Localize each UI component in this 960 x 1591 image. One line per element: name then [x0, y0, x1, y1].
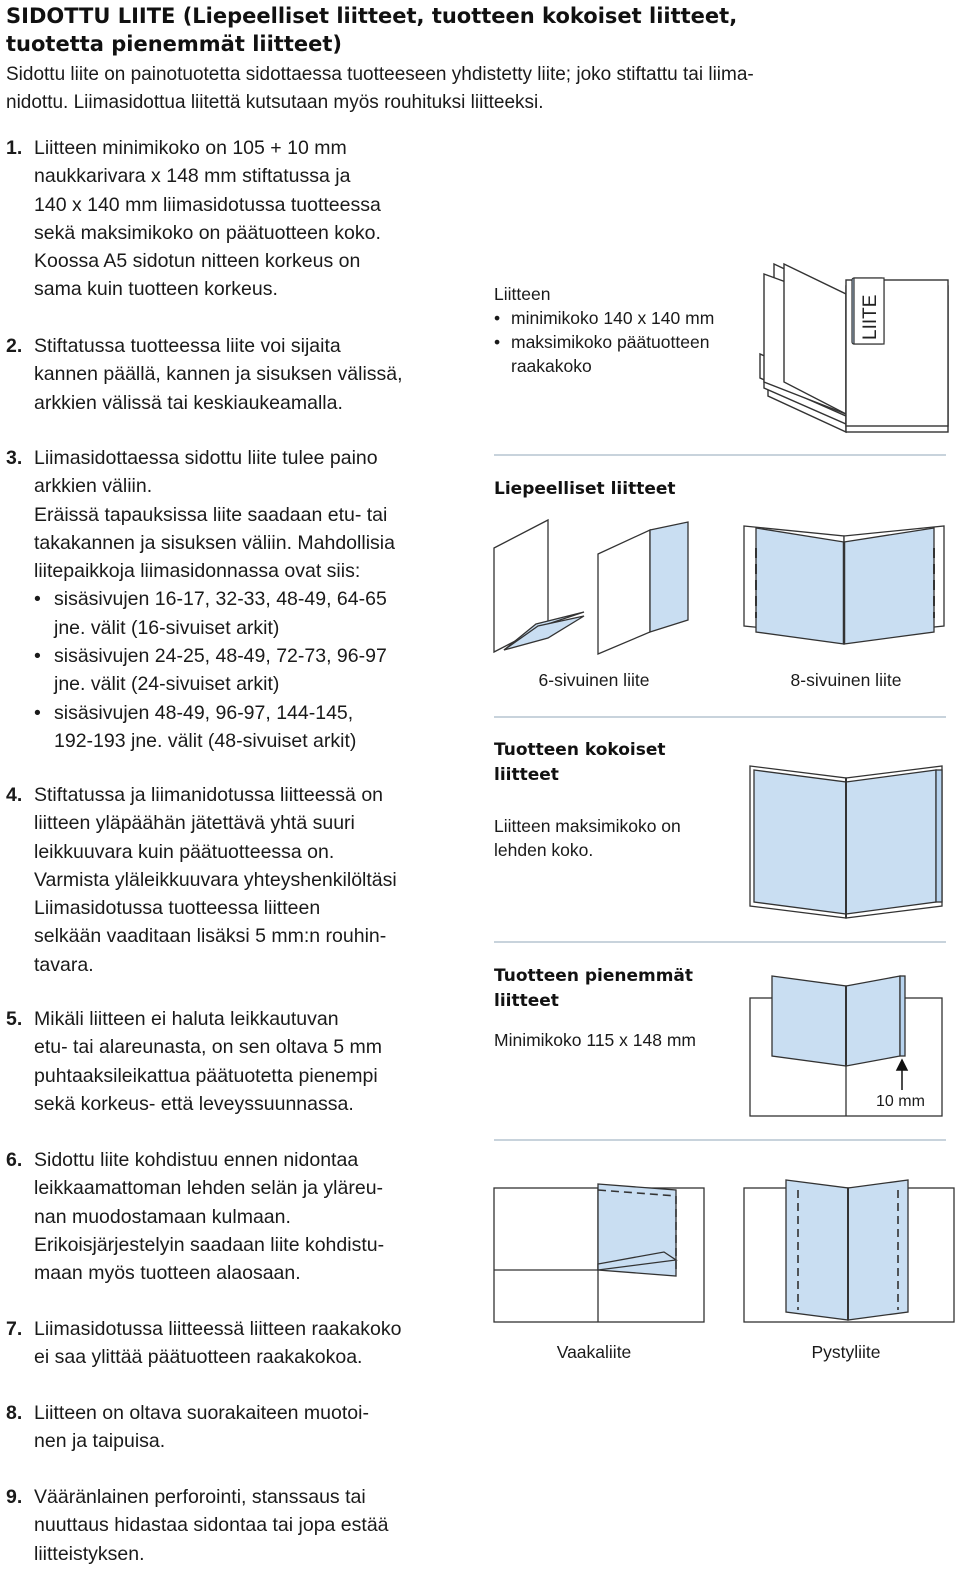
- item-line: sekä korkeus- että leveyssuunnassa.: [34, 1092, 354, 1115]
- item-line: Mikäli liitteen ei haluta leikkautuvan: [34, 1008, 339, 1030]
- book-insert-label: LIITE: [860, 294, 881, 340]
- item-line: Varmista yläleikkuuvara yhteyshenkilöltäsi: [34, 868, 397, 891]
- item-line: Liimasidotussa liitteessä liitteen raakakoko: [34, 1318, 402, 1340]
- item-line: Sidottu liite kohdistuu ennen nidontaa: [34, 1149, 359, 1171]
- item-line: liitteistyksen.: [34, 1542, 145, 1565]
- item-line: liitteen yläpäähän jätettävä yhtä suuri: [34, 812, 355, 835]
- heading-line: liitteet: [494, 991, 559, 1011]
- bullet-dot: •: [494, 308, 501, 328]
- caption-pystyliite: Pystyliite: [811, 1342, 881, 1362]
- item-line: maan myös tuotteen alaosaan.: [34, 1262, 301, 1285]
- item-line: arkkien välissä tai keskiaukeamalla.: [34, 391, 343, 414]
- list-item-6: [6, 1146, 466, 1287]
- item-line: sekä maksimikoko on päätuotteen koko.: [34, 221, 381, 244]
- item-number: 1.: [6, 137, 23, 159]
- description-line: lehden koko.: [494, 840, 594, 860]
- bullet-line: jne. välit (16-sivuiset arkit): [54, 616, 280, 639]
- section-heading-kokoiset: [494, 738, 666, 788]
- bullet-dot: •: [34, 701, 41, 724]
- item-number: 3.: [6, 447, 23, 469]
- full-size-insert-illustration: [750, 762, 950, 922]
- item-number: 5.: [6, 1008, 23, 1030]
- heading-line: Tuotteen kokoiset: [494, 740, 666, 760]
- caption-6-sivuinen: 6-sivuinen liite: [538, 670, 650, 690]
- section-divider: [494, 454, 946, 456]
- section-heading-liepeelliset: Liepeelliset liitteet: [494, 479, 676, 499]
- list-item-2: [6, 332, 466, 417]
- heading-line: Tuotteen pienemmät: [494, 966, 694, 986]
- section-divider: [494, 1139, 946, 1141]
- bullet-line: 192-193 jne. välit (48-sivuiset arkit): [54, 729, 357, 752]
- caption-8-sivuinen: 8-sivuinen liite: [790, 670, 902, 690]
- bullet-line: maksimikoko päätuotteen: [511, 332, 710, 352]
- bullet-line: sisäsivujen 24-25, 48-49, 72-73, 96-97: [54, 645, 387, 668]
- description-line: Liitteen maksimikoko on: [494, 816, 681, 836]
- list-item-9: [6, 1483, 466, 1568]
- item-number: 8.: [6, 1402, 23, 1424]
- item-line: Liimasidotussa tuotteessa liitteen: [34, 897, 321, 920]
- item-line: Liimasidottaessa sidottu liite tulee paino: [34, 447, 378, 469]
- list-item-8: [6, 1399, 466, 1456]
- section-divider: [494, 941, 946, 943]
- item-line: naukkarivara x 148 mm stiftatussa ja: [34, 165, 351, 188]
- item-line: leikkuuvara kuin päätuotteessa on.: [34, 840, 335, 863]
- item-line: nan muodostamaan kulmaan.: [34, 1205, 291, 1228]
- kokoiset-description: [494, 814, 681, 862]
- liite-size-info: [494, 282, 774, 378]
- list-item-1: [6, 134, 466, 304]
- caption-vaakaliite: Vaakaliite: [556, 1342, 632, 1362]
- bullet-item: [6, 699, 466, 756]
- flap-inserts-illustration: [494, 520, 954, 660]
- book-with-insert-illustration: [760, 264, 955, 434]
- bullet-line: minimikoko 140 x 140 mm: [511, 308, 715, 328]
- list-item-7: [6, 1315, 466, 1372]
- bullet-item: [494, 330, 774, 354]
- intro-paragraph: [6, 61, 951, 117]
- item-number: 9.: [6, 1486, 23, 1508]
- item-line: liitepaikkoja liimasidonnassa ovat siis:: [34, 560, 361, 583]
- item-line: Stiftatussa tuotteessa liite voi sijaita: [34, 335, 341, 357]
- measure-label: 10 mm: [876, 1093, 925, 1110]
- bullet-line: sisäsivujen 48-49, 96-97, 144-145,: [54, 701, 354, 724]
- title-line: tuotetta pienemmät liitteet): [6, 32, 342, 56]
- bullet-item: [6, 585, 466, 642]
- item-line: etu- tai alareunasta, on sen oltava 5 mm: [34, 1036, 382, 1059]
- item-number: 2.: [6, 335, 23, 357]
- list-item-3: [6, 444, 466, 755]
- item-line: sama kuin tuotteen korkeus.: [34, 278, 278, 301]
- liite-size-heading: Liitteen: [494, 284, 551, 304]
- item-line: arkkien väliin.: [34, 475, 153, 498]
- bullet-line: raakakoko: [511, 356, 592, 376]
- item-line: tavara.: [34, 953, 94, 976]
- bullet-dot: •: [34, 645, 41, 668]
- intro-line: nidottu. Liimasidottua liitettä kutsutaan myös rouhituksi liitteeksi.: [6, 92, 544, 113]
- item-line: selkään vaaditaan lisäksi 5 mm:n rouhin-: [34, 925, 387, 948]
- title-line: SIDOTTU LIITE (Liepeelliset liitteet, tuotteen kokoiset liitteet,: [6, 4, 738, 28]
- bullet-line: jne. välit (24-sivuiset arkit): [54, 673, 280, 696]
- item-number: 7.: [6, 1318, 23, 1340]
- item-line: nuuttaus hidastaa sidontaa tai jopa estää: [34, 1514, 389, 1537]
- item-line: Koossa A5 sidotun nitteen korkeus on: [34, 250, 361, 273]
- list-item-4: [6, 781, 466, 979]
- bullet-dot: •: [34, 588, 41, 611]
- item-line: leikkaamattoman lehden selän ja yläreu-: [34, 1177, 384, 1200]
- item-line: puhtaaksileikattua päätuotetta pienempi: [34, 1064, 378, 1087]
- item-line: Liitteen minimikoko on 105 + 10 mm: [34, 137, 347, 159]
- item-line: nen ja taipuisa.: [34, 1430, 166, 1453]
- list-item-5: [6, 1005, 466, 1118]
- bullet-item: [494, 306, 774, 330]
- page-title: [6, 2, 956, 58]
- item-line: Vääränlainen perforointi, stanssaus tai: [34, 1486, 366, 1508]
- item-line: takakannen ja sisuksen väliin. Mahdollisia: [34, 531, 395, 554]
- pienemmat-min-size: Minimikoko 115 x 148 mm: [494, 1030, 696, 1050]
- insert-orientation-illustration: [494, 1160, 954, 1325]
- intro-line: Sidottu liite on painotuotetta sidottaessa tuotteeseen yhdistetty liite; joko stiftattu tai liima-: [6, 64, 754, 85]
- item-line: Eräissä tapauksissa liite saadaan etu- tai: [34, 503, 388, 526]
- heading-line: liitteet: [494, 765, 559, 785]
- bullet-line: sisäsivujen 16-17, 32-33, 48-49, 64-65: [54, 588, 387, 611]
- item-line: kannen päällä, kannen ja sisuksen välissä,: [34, 363, 403, 386]
- section-heading-pienemmat: [494, 964, 693, 1014]
- item-line: Erikoisjärjestelyin saadaan liite kohdistu-: [34, 1233, 385, 1256]
- bullet-dot: •: [494, 332, 501, 352]
- item-line: ei saa ylittää päätuotteen raakakokoa.: [34, 1346, 363, 1369]
- item-number: 4.: [6, 784, 23, 806]
- item-line: 140 x 140 mm liimasidotussa tuotteessa: [34, 193, 381, 216]
- item-number: 6.: [6, 1149, 23, 1171]
- bullet-item: [6, 642, 466, 699]
- item-line: Liitteen on oltava suorakaiteen muotoi-: [34, 1402, 369, 1424]
- item-line: Stiftatussa ja liimanidotussa liitteessä on: [34, 784, 384, 806]
- section-divider: [494, 716, 946, 718]
